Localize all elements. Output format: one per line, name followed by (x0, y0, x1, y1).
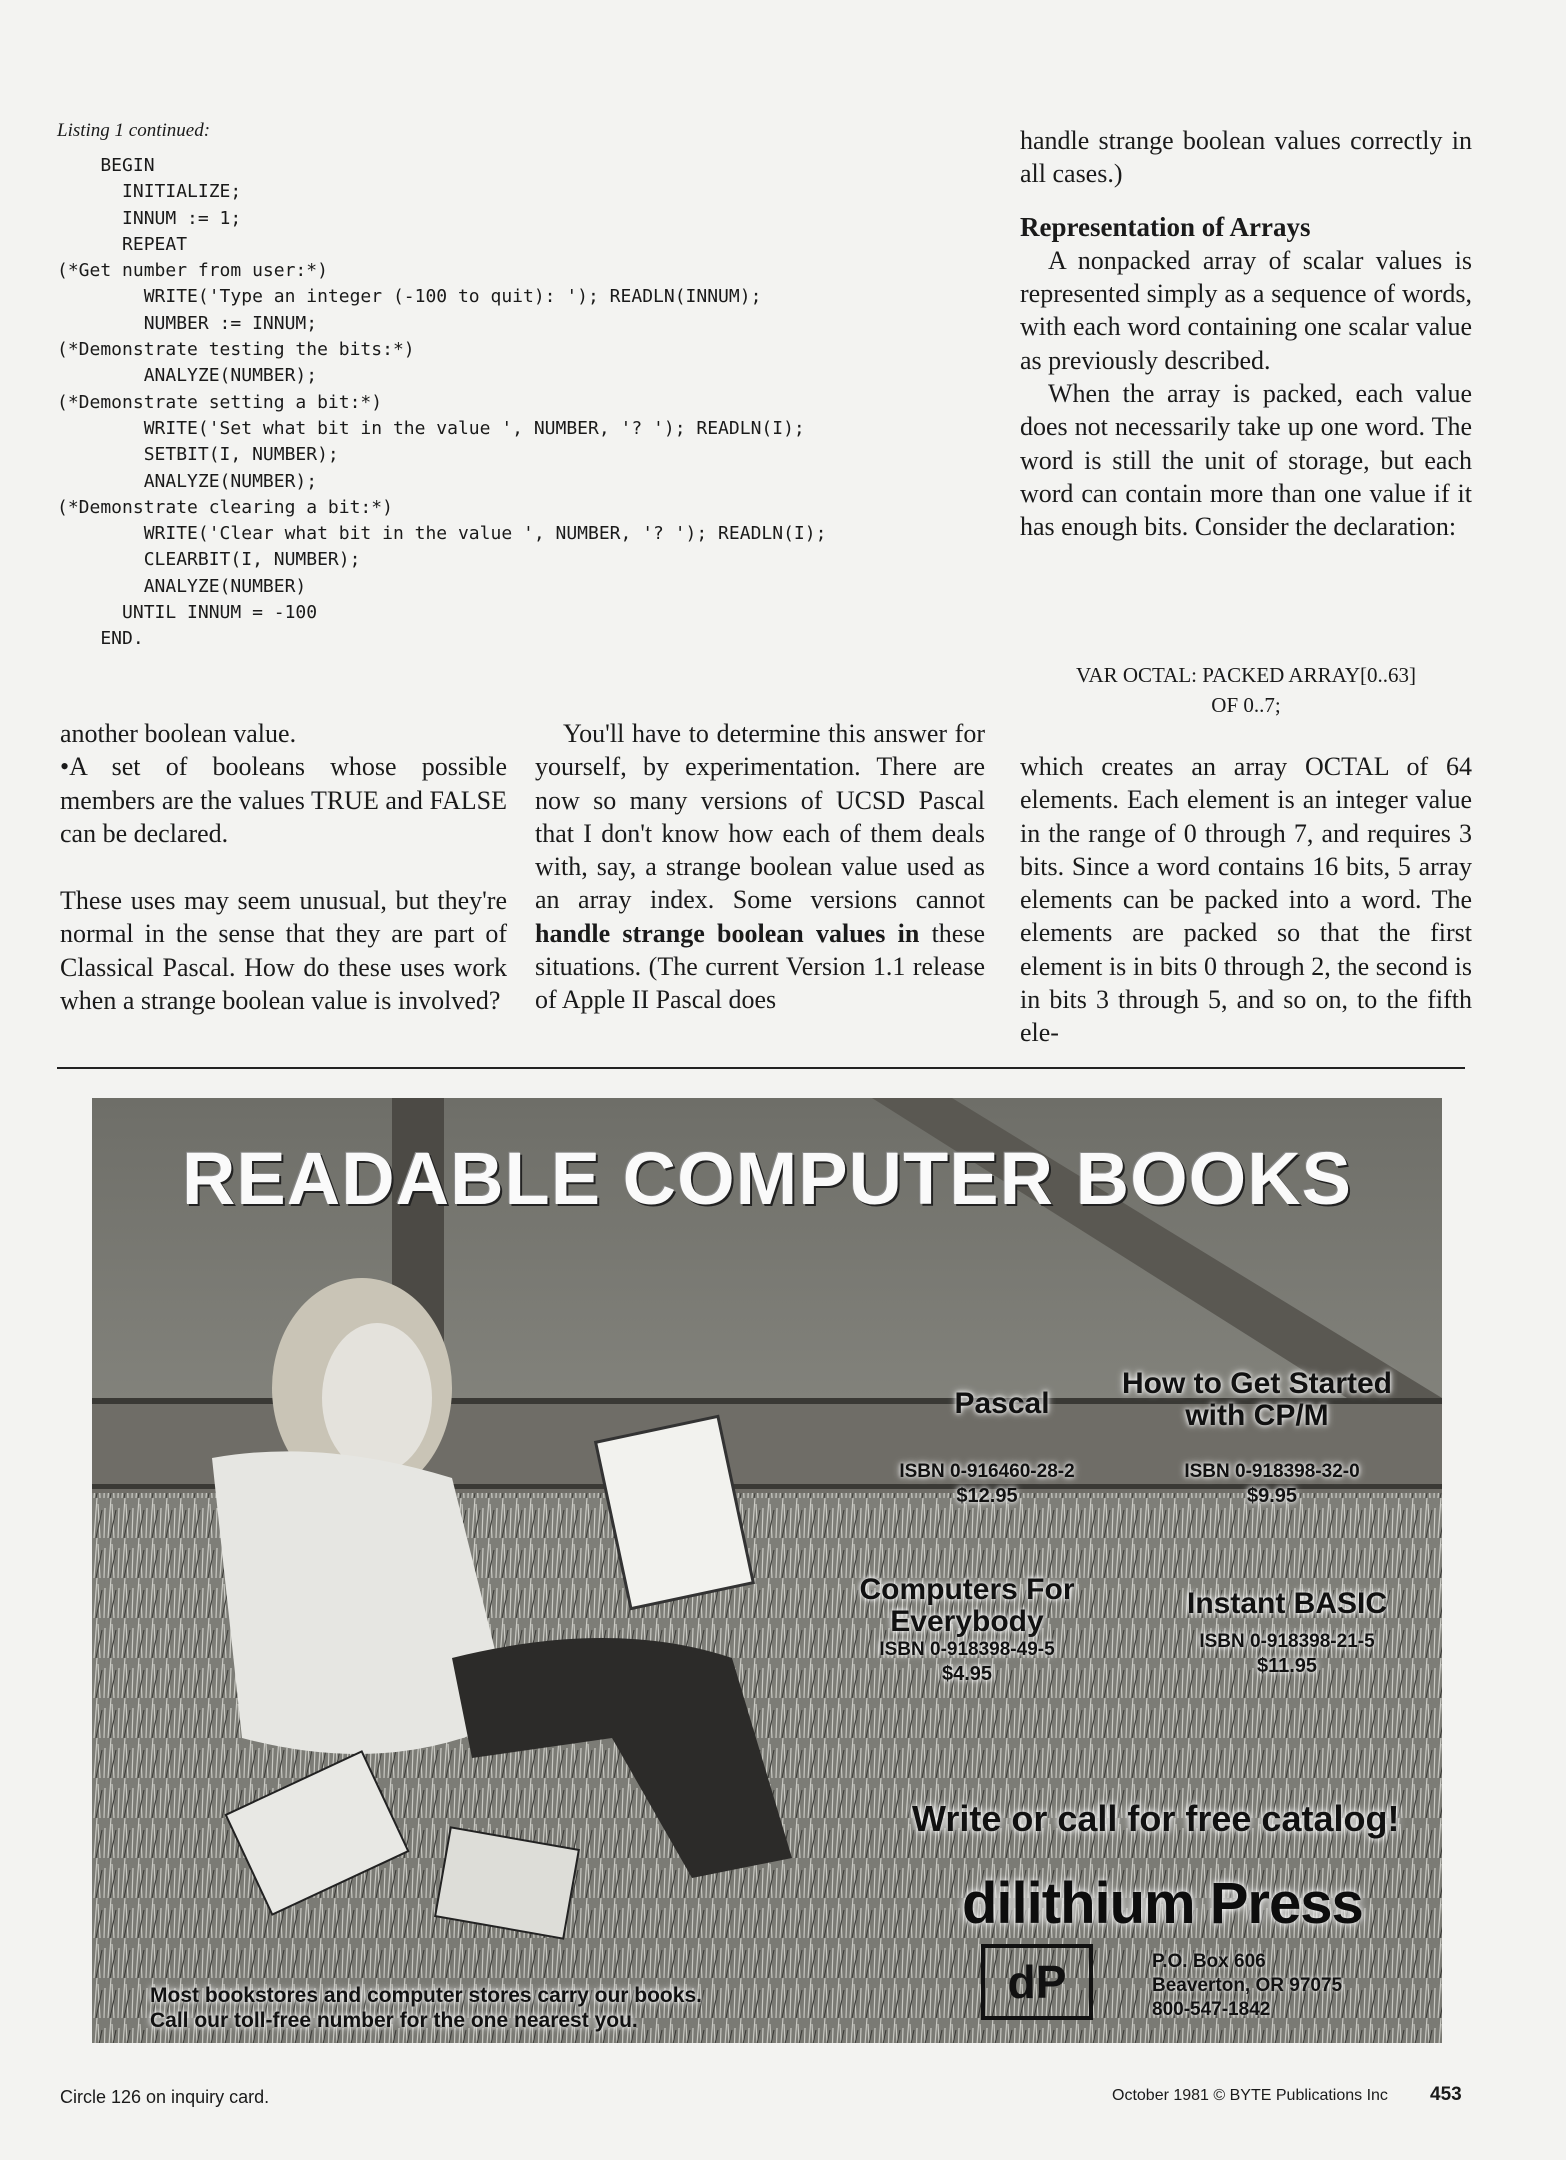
code-line: ANALYZE(NUMBER); (57, 470, 318, 492)
code-line: INNUM := 1; (57, 207, 242, 229)
paragraph: another boolean value. (60, 719, 297, 748)
paragraph: handle strange boolean values correctly in all cases.) (1020, 126, 1472, 189)
book-listing (1092, 1368, 1422, 1432)
declaration-line: OF 0..7; (1211, 693, 1281, 717)
code-line: UNTIL INNUM = -100 (57, 602, 318, 624)
inquiry-note: Circle 126 on inquiry card. (60, 2087, 270, 2107)
code-listing (57, 153, 826, 653)
book-isbn: ISBN 0-918398-21-5 (1199, 1631, 1375, 1652)
paragraph: These uses may seem unusual, but they're normal in the sense that they are part of Classical Pascal. How do these uses work when a strange boolean value is involved? (60, 886, 507, 1016)
code-line: REPEAT (57, 233, 188, 255)
book-listing (1152, 1588, 1422, 1678)
paragraph: When the array is packed, each value does not necessarily take up one word. The word is still the unit of storage, but each word can contain more than one value if it has enough bits. Consider the declaration: (1020, 379, 1472, 542)
ad-headline: READABLE COMPUTER BOOKS (181, 1137, 1353, 1220)
code-line: (*Demonstrate clearing a bit:*) (57, 496, 393, 518)
book-title: Instant BASIC (1186, 1587, 1387, 1620)
catalog-offer: Write or call for free catalog! (912, 1798, 1400, 1839)
code-line: WRITE('Set what bit in the value ', NUMBER, '? '); READLN(I); (57, 417, 805, 439)
stores-notice (150, 1983, 702, 2033)
code-line: SETBIT(I, NUMBER); (57, 444, 339, 466)
book-title: Pascal (954, 1387, 1050, 1420)
code-line: WRITE('Type an integer (-100 to quit): '); READLN(INNUM); (57, 286, 762, 308)
right-column-bottom (1020, 750, 1472, 1050)
publisher-address (1152, 1950, 1342, 2022)
code-line: ANALYZE(NUMBER); (57, 365, 318, 387)
code-line: (*Get number from user:*) (57, 260, 328, 282)
section-heading: Representation of Arrays (1020, 211, 1311, 242)
stores-line: Most bookstores and computer stores carry our books. (150, 1984, 702, 2007)
address-line: P.O. Box 606 (1152, 1951, 1266, 1972)
phone-number: 800-547-1842 (1152, 1999, 1271, 2020)
left-column (60, 717, 507, 1017)
code-line: END. (57, 628, 144, 650)
book-price: $11.95 (1256, 1655, 1318, 1677)
right-column-top (1020, 124, 1472, 544)
code-line: CLEARBIT(I, NUMBER); (57, 549, 361, 571)
logo-text: dP (1007, 1956, 1067, 2008)
book-isbn: ISBN 0-918398-32-0 (1184, 1461, 1360, 1482)
code-line: INITIALIZE; (57, 181, 242, 203)
book-title: How to Get Started with CP/M (1121, 1367, 1392, 1432)
listing-caption: Listing 1 continued: (57, 120, 211, 141)
code-line: BEGIN (57, 155, 155, 176)
text-run: You'll have to determine this answer for yourself, by experimentation. There are now so many versions of UCSD Pascal that I don't know how each of them deals with, say, a strange boolean value used as an array index. Some versions cannot (535, 719, 985, 915)
book-listing (892, 1388, 1112, 1420)
bold-text-run: handle strange boolean values in (535, 918, 920, 948)
publisher-name: dilithium Press (962, 1871, 1363, 1936)
code-line: (*Demonstrate testing the bits:*) (57, 339, 415, 361)
code-line: ANALYZE(NUMBER) (57, 575, 307, 597)
code-line: (*Demonstrate setting a bit:*) (57, 391, 383, 413)
publication-credit: October 1981 © BYTE Publications Inc (1112, 2087, 1388, 2104)
paragraph: which creates an array OCTAL of 64 elements. Each element is an integer value in the range of 0 through 7, and requires 3 bits. Since a word contains 16 bits, 5 array elements can be packed into a word. The elements are packed so that the first element is in bits 0 through 2, the second is in bits 3 through 5, and so on, to the fifth ele- (1020, 752, 1472, 1048)
declaration-line: VAR OCTAL: PACKED ARRAY[0..63] (1075, 663, 1417, 687)
divider (57, 1067, 1465, 1069)
advertisement (92, 1098, 1442, 2043)
book-price: $12.95 (956, 1485, 1018, 1507)
declaration-code (1020, 660, 1472, 720)
page-number: 453 (1430, 2084, 1462, 2105)
code-line: NUMBER := INNUM; (57, 312, 318, 334)
book-isbn: ISBN 0-916460-28-2 (899, 1461, 1075, 1482)
book-listing (1132, 1460, 1412, 1508)
middle-column (535, 717, 985, 1017)
text-run: these situations. (The current Version 1.1 release of Apple II Pascal does (535, 918, 985, 1015)
stores-line: Call our toll-free number for the one nearest you. (150, 2009, 638, 2032)
paragraph (535, 717, 985, 1017)
paragraph: A nonpacked array of scalar values is represented simply as a sequence of words, with each word containing one scalar value as previously described. (1020, 245, 1472, 375)
code-line: WRITE('Clear what bit in the value ', NUMBER, '? '); READLN(I); (57, 523, 827, 545)
book-isbn: ISBN 0-918398-49-5 (879, 1639, 1055, 1660)
bullet-paragraph: •A set of booleans whose possible members are the values TRUE and FALSE can be declared. (60, 752, 507, 848)
publisher-logo (977, 1938, 1097, 2026)
book-price: $4.95 (941, 1663, 993, 1685)
book-title: Computers For Everybody (859, 1573, 1075, 1638)
book-listing (822, 1574, 1112, 1686)
figure-face (322, 1323, 432, 1473)
book-listing (862, 1460, 1112, 1508)
address-line: Beaverton, OR 97075 (1152, 1975, 1343, 1996)
book-price: $9.95 (1246, 1485, 1298, 1507)
